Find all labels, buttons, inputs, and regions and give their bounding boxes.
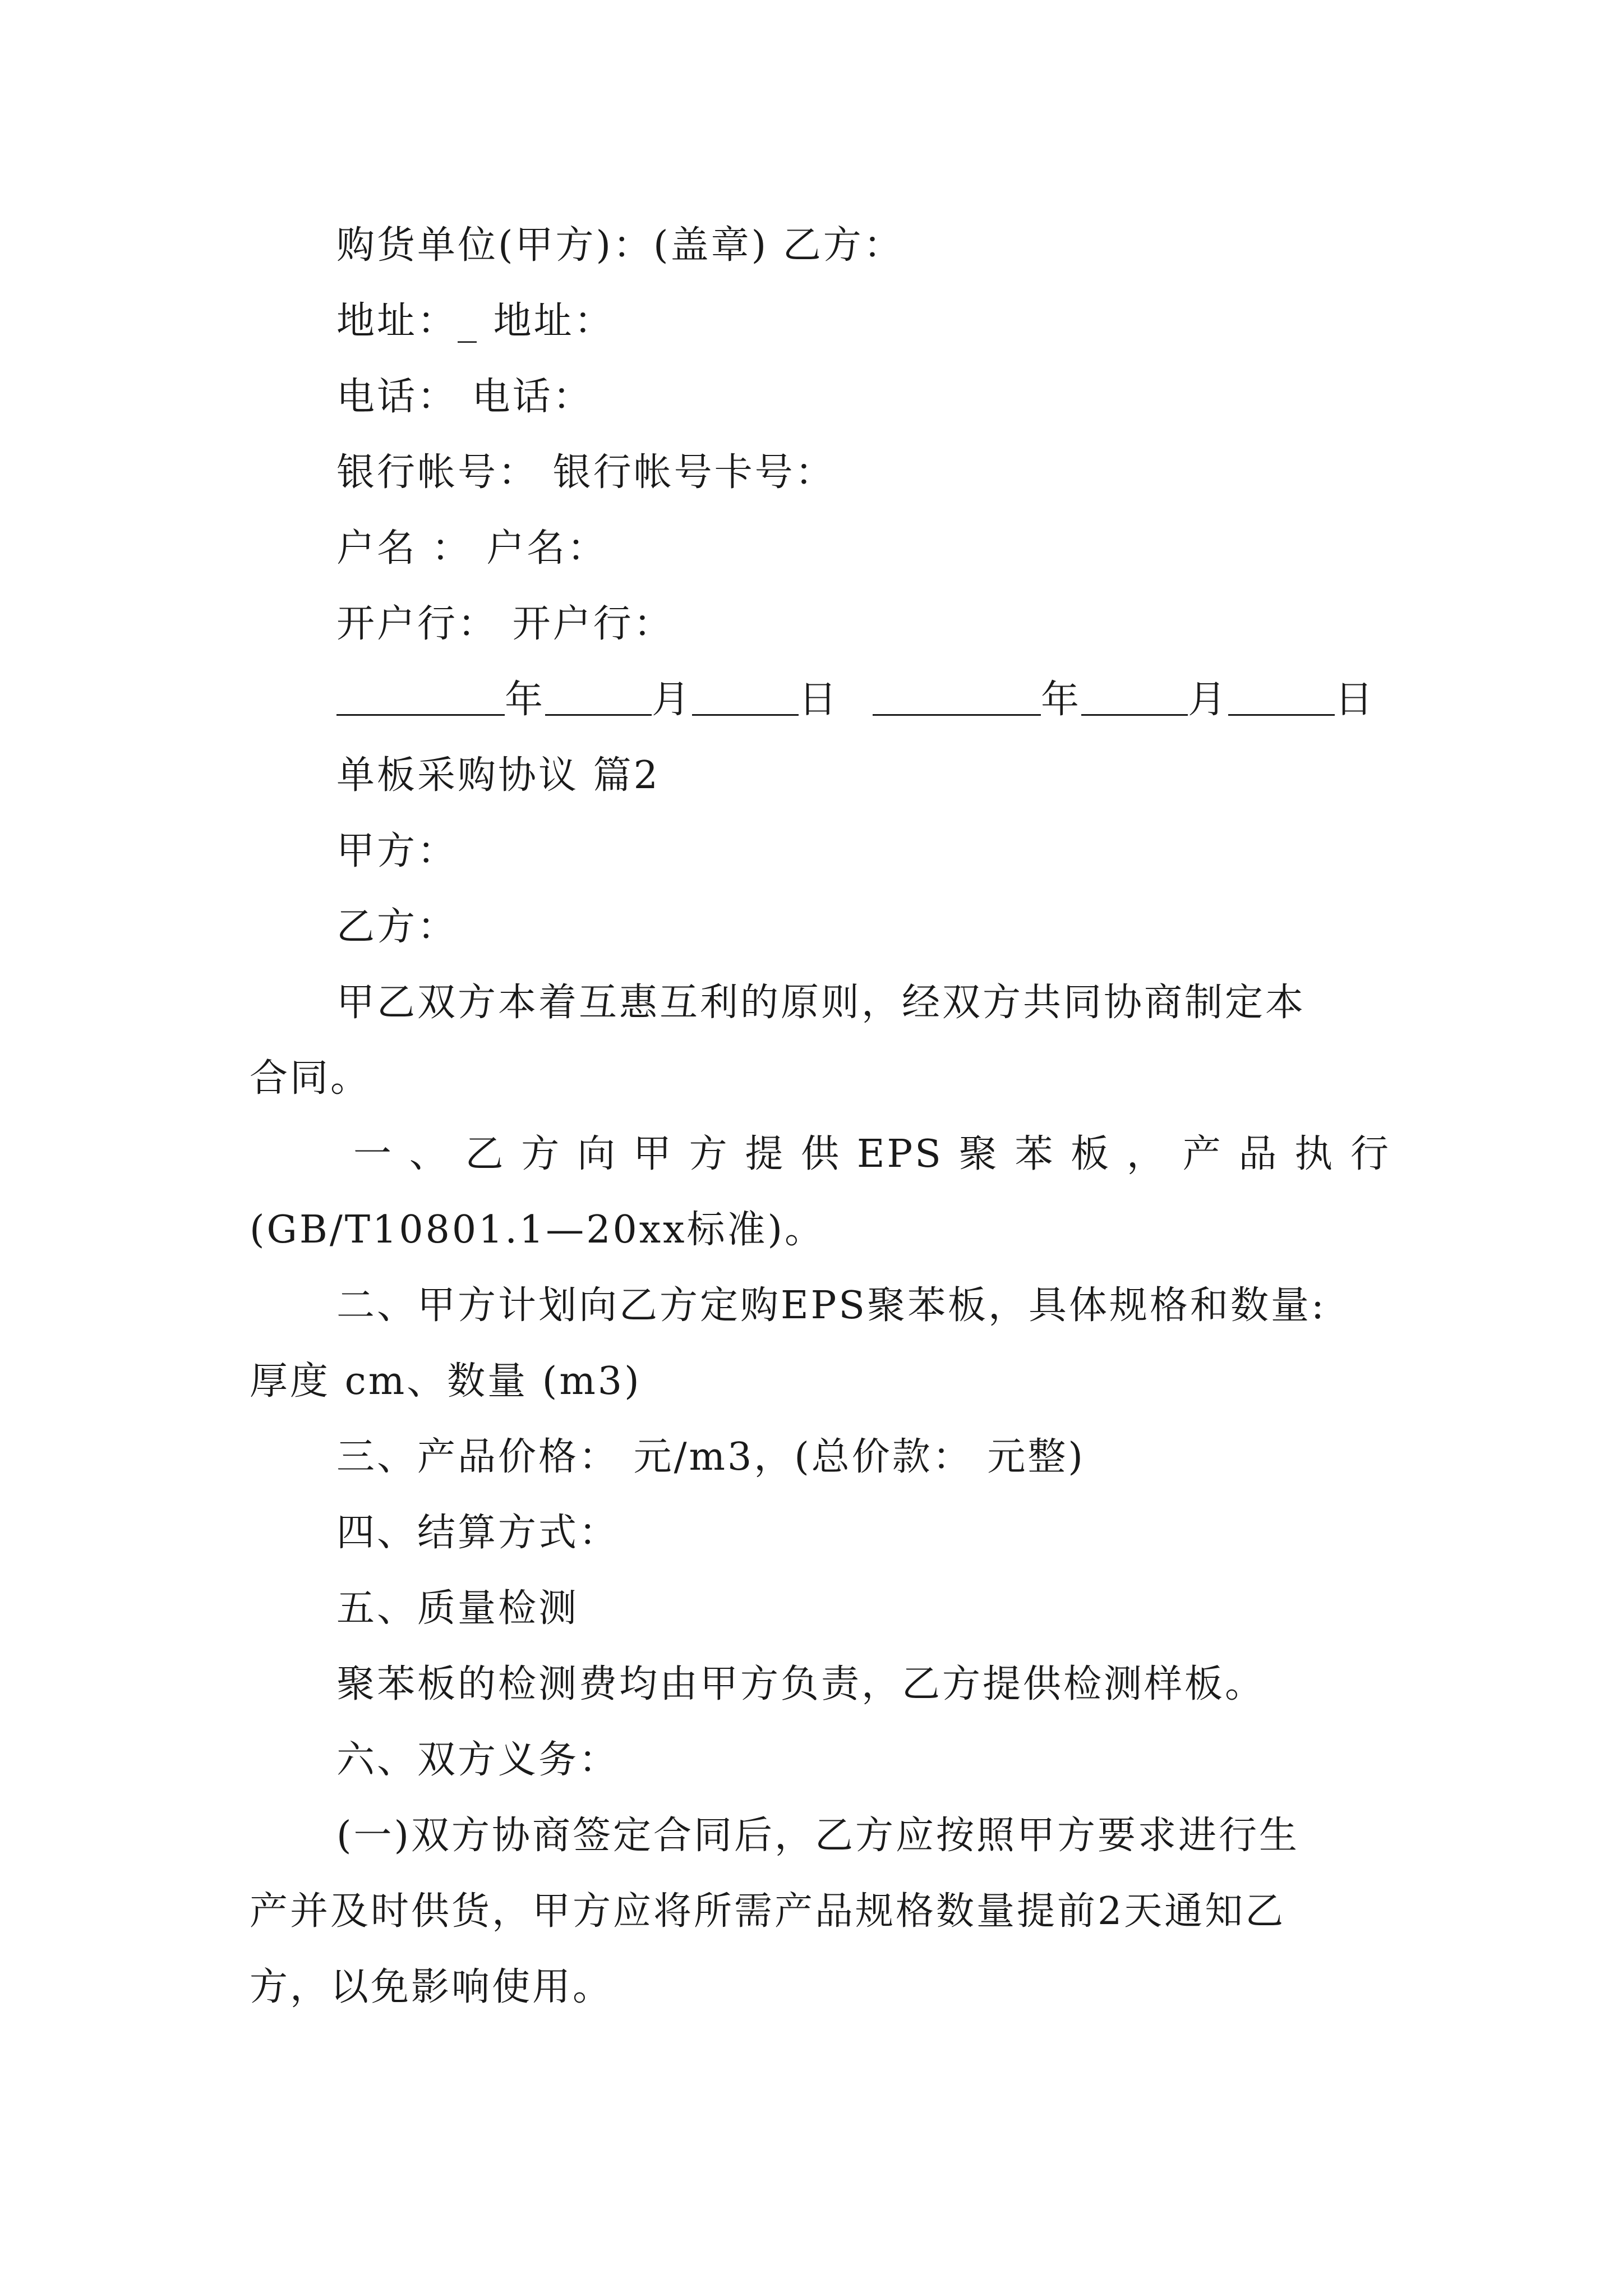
item-1-line-1: 一、乙方向甲方提供EPS聚苯板，产品执行 bbox=[353, 1132, 1391, 1176]
intro-paragraph-line-1: 甲乙双方本着互惠互利的原则，经双方共同协商制定本 bbox=[336, 981, 1306, 1025]
month-label-b: 月 bbox=[1188, 678, 1229, 722]
party-a-line: 甲方： bbox=[336, 829, 458, 873]
day-label-a: 日 bbox=[799, 678, 840, 722]
bank-account-line: 银行帐号： 银行帐号卡号： bbox=[336, 450, 836, 495]
day-label-b: 日 bbox=[1335, 678, 1376, 722]
day-blank-b bbox=[1228, 669, 1335, 716]
item-6-heading: 六、双方义务： bbox=[336, 1738, 620, 1782]
buyer-line: 购货单位(甲方)：(盖章) 乙方： bbox=[336, 223, 904, 268]
section-title: 单板采购协议 篇2 bbox=[336, 753, 660, 798]
item-5-heading: 五、质量检测 bbox=[336, 1586, 579, 1631]
month-label-a: 月 bbox=[652, 678, 693, 722]
year-blank-b bbox=[873, 669, 1041, 716]
item-2-line-1: 二、甲方计划向乙方定购EPS聚苯板，具体规格和数量: bbox=[336, 1283, 1326, 1328]
month-blank-a bbox=[545, 669, 652, 716]
intro-paragraph-line-2: 合同。 bbox=[250, 1056, 371, 1101]
month-blank-b bbox=[1081, 669, 1188, 716]
item-3-line: 三、产品价格： 元/m3，(总价款： 元整) bbox=[336, 1435, 1085, 1479]
account-name-line: 户名 ： 户名： bbox=[336, 526, 608, 570]
item-6-sub-1-line-2: 产并及时供货，甲方应将所需产品规格数量提前2天通知乙 bbox=[250, 1889, 1286, 1934]
year-blank-a bbox=[336, 669, 505, 716]
date-line bbox=[336, 662, 1391, 738]
opening-bank-line: 开户行： 开户行： bbox=[336, 602, 674, 646]
year-label-b: 年 bbox=[1041, 678, 1082, 722]
party-b-line: 乙方： bbox=[336, 905, 458, 949]
item-5-text: 聚苯板的检测费均由甲方负责，乙方提供检测样板。 bbox=[336, 1662, 1266, 1706]
item-4-line: 四、结算方式： bbox=[336, 1511, 620, 1555]
phone-line: 电话： 电话： bbox=[336, 375, 593, 419]
address-line: 地址：_ 地址： bbox=[336, 299, 615, 343]
day-blank-a bbox=[692, 669, 799, 716]
item-6-sub-1-line-1: (一)双方协商签定合同后，乙方应按照甲方要求进行生 bbox=[336, 1814, 1300, 1858]
item-2-line-2: 厚度 cm、数量 (m3) bbox=[250, 1359, 642, 1404]
item-1-line-2: (GB/T10801.1—20xx标准)。 bbox=[250, 1208, 826, 1252]
item-6-sub-1-line-3: 方，以免影响使用。 bbox=[250, 1965, 614, 2009]
year-label-a: 年 bbox=[505, 678, 546, 722]
